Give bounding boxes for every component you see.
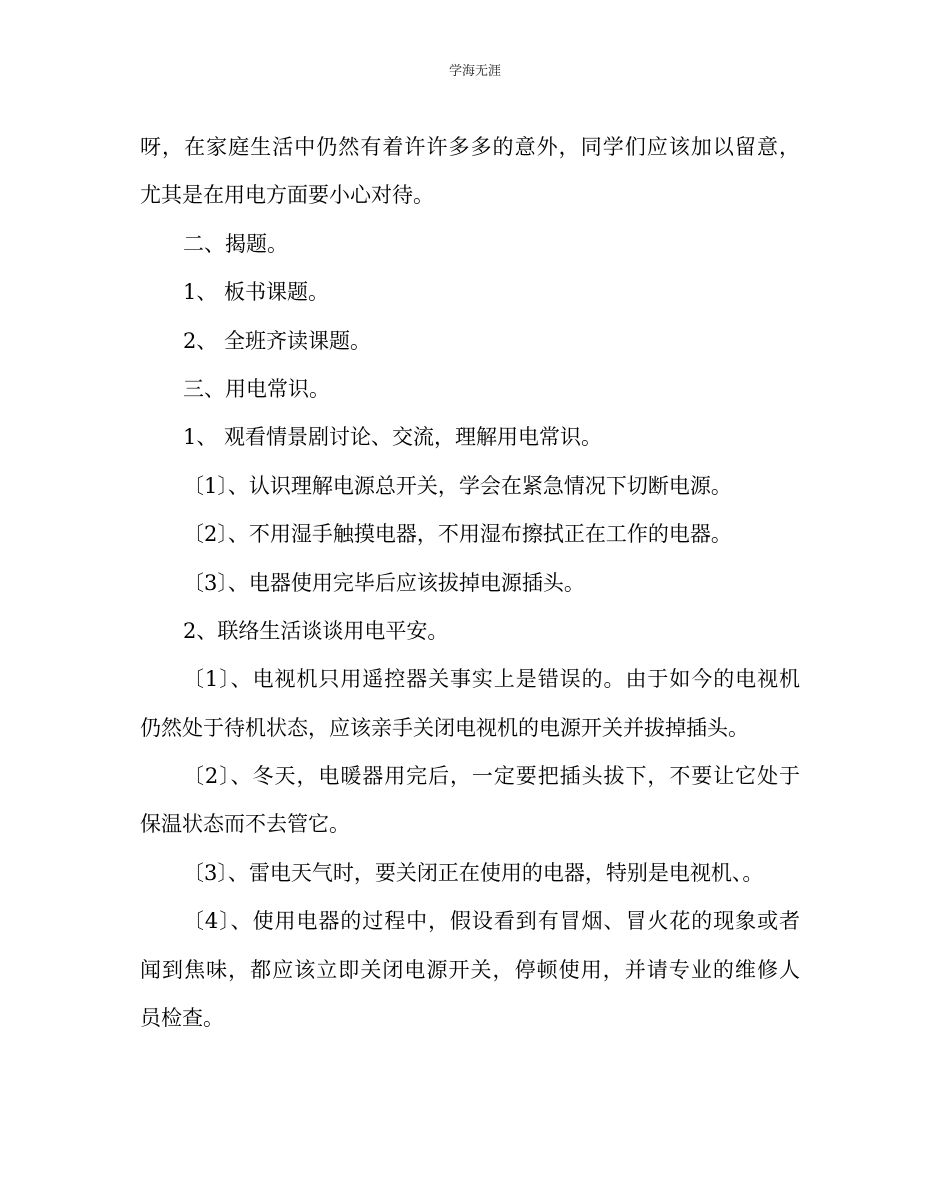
list-item [140, 413, 800, 461]
sub-list-item [140, 752, 800, 849]
list-item [140, 268, 800, 316]
section-heading [140, 365, 800, 413]
text-line: 2、 全班齐读课题。 [183, 328, 372, 353]
list-item [140, 607, 800, 655]
sub-list-item [140, 559, 800, 607]
sub-list-item [140, 897, 800, 1042]
text-line: 〔1〕、电视机只用遥控器关事实上是错误的。由于如今的电视机 [183, 667, 800, 692]
sub-list-item [140, 510, 800, 558]
sub-list-item [140, 462, 800, 510]
text-line: 三、用电常识。 [183, 376, 330, 401]
text-line: 员检查。 [140, 1006, 224, 1031]
list-item [140, 317, 800, 365]
text-line: 〔2〕、冬天，电暖器用完后，一定要把插头拔下，不要让它处于 [183, 764, 800, 789]
text-line: 1、 板书课题。 [183, 280, 330, 305]
text-line: 仍然处于待机状态，应该亲手关闭电视机的电源开关并拔掉插头。 [140, 715, 749, 740]
sub-list-item [140, 655, 800, 752]
sub-list-item [140, 849, 800, 897]
text-line: 〔2〕、不用湿手触摸电器，不用湿布擦拭正在工作的电器。 [183, 522, 732, 547]
text-line: 2、联络生活谈谈用电平安。 [183, 618, 449, 643]
text-line: 〔4〕、使用电器的过程中，假设看到有冒烟、冒火花的现象或者 [183, 909, 800, 934]
paragraph [140, 123, 800, 220]
text-line: 闻到焦味，都应该立即关闭电源开关，停顿使用，并请专业的维修人 [140, 957, 800, 982]
text-line: 保温状态而不去管它。 [140, 812, 350, 837]
page-header: 学海无涯 [448, 64, 501, 79]
text-line: 尤其是在用电方面要小心对待。 [140, 183, 434, 208]
text-line: 〔3〕、雷电天气时，要关闭正在使用的电器，特别是电视机、。 [183, 860, 764, 885]
text-line: 1、 观看情景剧讨论、交流，理解用电常识。 [183, 425, 603, 450]
text-line: 二、揭题。 [183, 231, 288, 256]
section-heading [140, 220, 800, 268]
text-line: 呀，在家庭生活中仍然有着许许多多的意外，同学们应该加以留意， [140, 135, 800, 159]
document-body [140, 123, 800, 1042]
text-line: 〔1〕、认识理解电源总开关，学会在紧急情况下切断电源。 [183, 473, 732, 498]
text-line: 〔3〕、电器使用完毕后应该拔掉电源插头。 [183, 570, 585, 595]
